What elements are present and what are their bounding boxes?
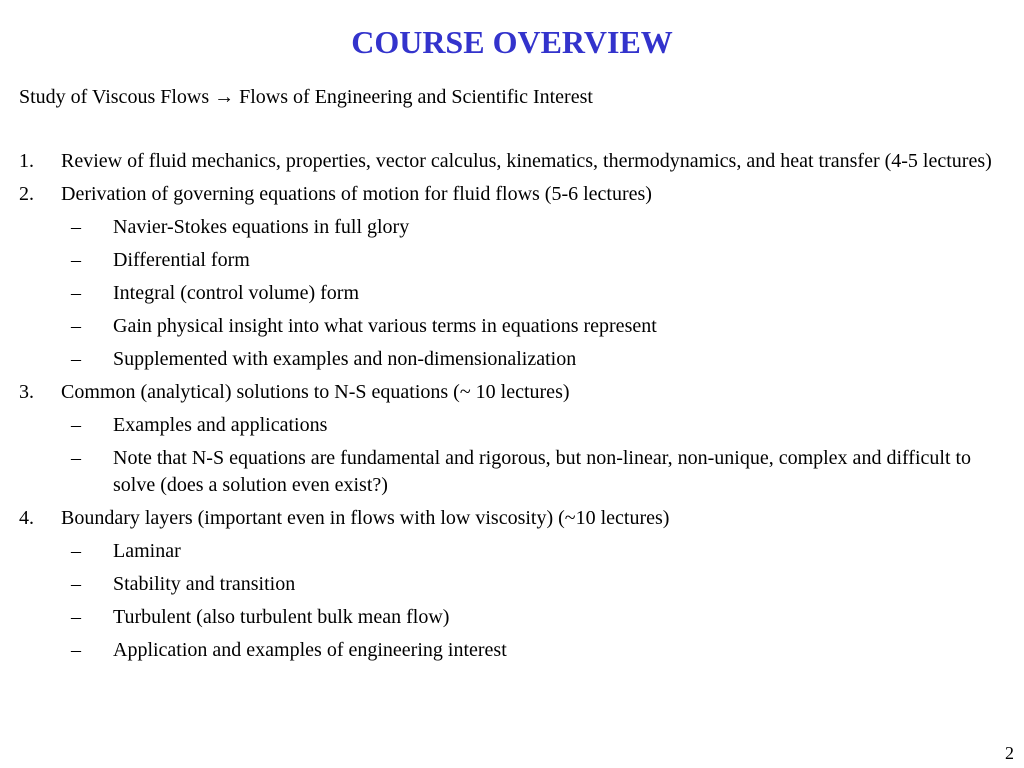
dash-bullet: –	[71, 249, 81, 271]
sub-list	[61, 538, 1009, 664]
sub-item-text: Examples and applications	[113, 414, 328, 436]
sub-list	[61, 412, 1009, 499]
sub-item-text: Integral (control volume) form	[113, 282, 360, 304]
sub-list	[61, 214, 1009, 373]
item-text: Derivation of governing equations of motion for fluid flows (5-6 lectures)	[61, 183, 652, 205]
dash-bullet: –	[71, 639, 81, 661]
dash-bullet: –	[71, 216, 81, 238]
outline-item	[19, 505, 1009, 664]
sub-item-text: Navier-Stokes equations in full glory	[113, 216, 410, 238]
sub-item-text: Note that N-S equations are fundamental and rigorous, but non-linear, non-unique, complex and difficult to solve (does a solution even exist?)	[113, 447, 972, 496]
sub-item-text: Differential form	[113, 249, 250, 271]
dash-bullet: –	[71, 414, 81, 436]
sub-item-text: Laminar	[113, 540, 181, 562]
outline-item	[19, 181, 1009, 373]
sub-item	[61, 637, 1009, 664]
slide-title: COURSE OVERVIEW	[351, 24, 673, 60]
sub-item	[61, 214, 1009, 241]
item-number: 2.	[19, 183, 34, 205]
item-text: Review of fluid mechanics, properties, vector calculus, kinematics, thermodynamics, and heat transfer (4-5 lectures)	[61, 150, 992, 172]
course-outline-list	[19, 148, 1009, 670]
outline-item	[19, 148, 1009, 175]
dash-bullet: –	[71, 447, 81, 469]
sub-item	[61, 346, 1009, 373]
slide-subtitle: Study of Viscous Flows → Flows of Engineering and Scientific Interest	[19, 86, 593, 108]
sub-item	[61, 571, 1009, 598]
sub-item	[61, 412, 1009, 439]
sub-item	[61, 445, 1009, 499]
dash-bullet: –	[71, 348, 81, 370]
item-text: Boundary layers (important even in flows with low viscosity) (~10 lectures)	[61, 507, 670, 529]
item-number: 3.	[19, 381, 34, 403]
sub-item	[61, 538, 1009, 565]
item-text: Common (analytical) solutions to N-S equations (~ 10 lectures)	[61, 381, 570, 403]
dash-bullet: –	[71, 606, 81, 628]
dash-bullet: –	[71, 315, 81, 337]
sub-item-text: Gain physical insight into what various terms in equations represent	[113, 315, 657, 337]
sub-item	[61, 313, 1009, 340]
outline-item	[19, 379, 1009, 499]
sub-item	[61, 604, 1009, 631]
dash-bullet: –	[71, 540, 81, 562]
dash-bullet: –	[71, 282, 81, 304]
sub-item-text: Supplemented with examples and non-dimensionalization	[113, 348, 577, 370]
dash-bullet: –	[71, 573, 81, 595]
sub-item	[61, 280, 1009, 307]
sub-item-text: Application and examples of engineering interest	[113, 639, 507, 661]
item-number: 1.	[19, 150, 34, 172]
sub-item-text: Turbulent (also turbulent bulk mean flow)	[113, 606, 450, 628]
sub-item	[61, 247, 1009, 274]
page-number: 2	[1005, 743, 1014, 763]
sub-item-text: Stability and transition	[113, 573, 296, 595]
item-number: 4.	[19, 507, 34, 529]
